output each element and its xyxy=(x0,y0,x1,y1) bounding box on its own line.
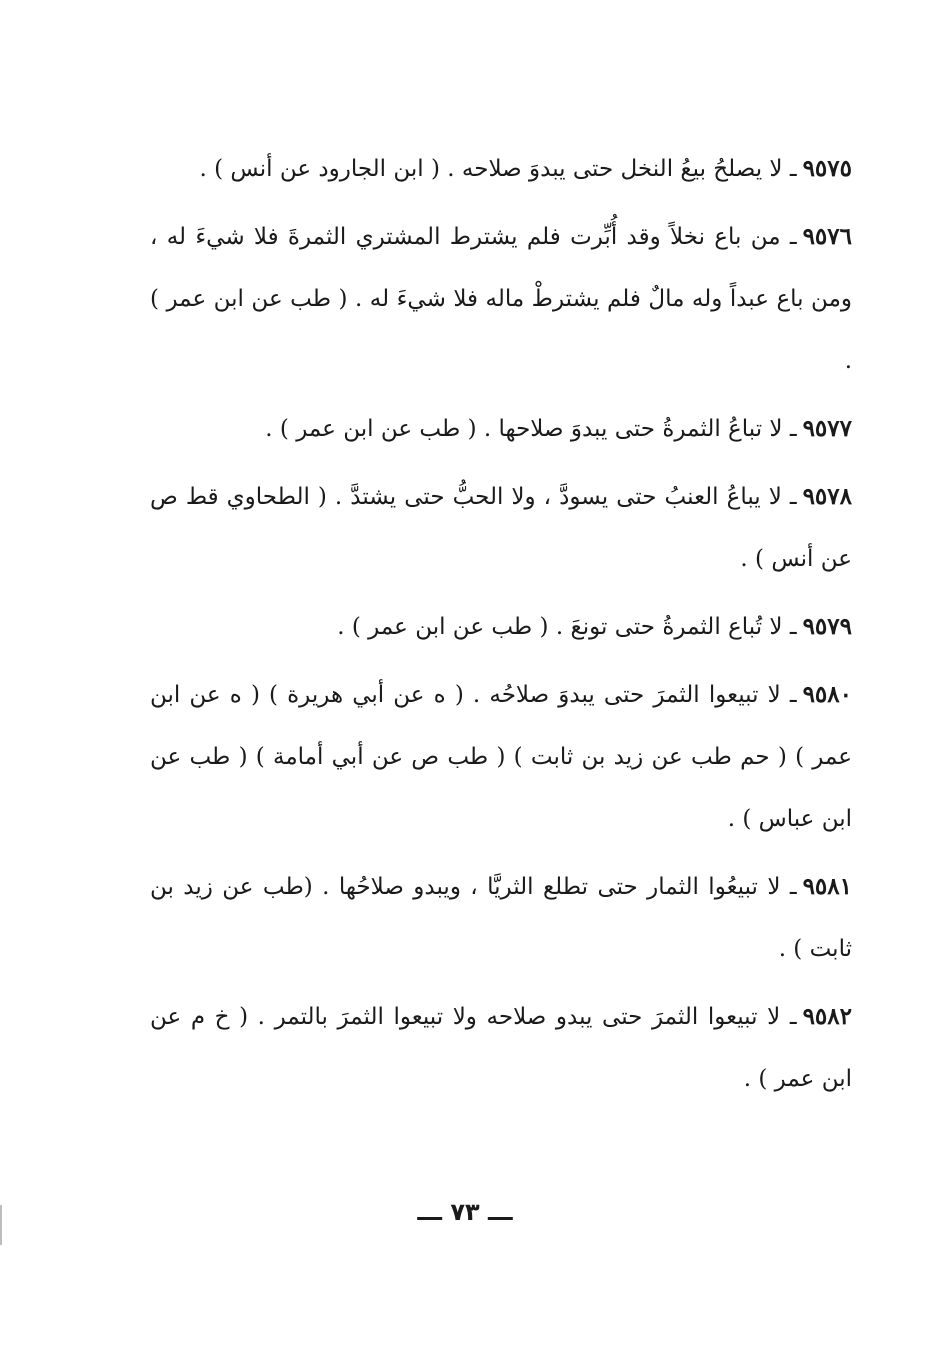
hadith-entry xyxy=(150,986,852,1110)
hadith-number: ٩٥٧٧ xyxy=(802,415,852,442)
hadith-text: ـ لا تبيعوا الثمرَ حتى يبدوَ صلاحُه . ( ه عن أبي هريرة ) ( ه عن ابن عمر ) ( حم طب عن زيد بن ثابت ) ( طب ص عن أبي أمامة ) ( طب عن ابن عباس ) . xyxy=(150,682,852,832)
hadith-number: ٩٥٨١ xyxy=(802,873,852,900)
hadith-entry xyxy=(150,206,852,392)
hadith-number: ٩٥٧٨ xyxy=(802,483,852,510)
hadith-text: ـ لا تباعُ الثمرةُ حتى يبدوَ صلاحها . ( طب عن ابن عمر ) . xyxy=(265,416,797,442)
hadith-text: ـ لا يباعُ العنبُ حتى يسودَّ ، ولا الحبُّ حتى يشتدَّ . ( الطحاوي قط ص عن أنس ) . xyxy=(150,484,852,572)
hadith-entry xyxy=(150,138,852,200)
hadith-number: ٩٥٧٥ xyxy=(802,155,852,182)
hadith-number: ٩٥٧٦ xyxy=(802,223,852,250)
hadith-text: ـ لا تبيعوا الثمرَ حتى يبدو صلاحه ولا تبيعوا الثمرَ بالتمر . ( خ م عن ابن عمر ) . xyxy=(150,1004,852,1092)
hadith-text: ـ من باع نخلاً وقد أُبِّرت فلم يشترط المشتري الثمرةَ فلا شيءَ له ، ومن باع عبداً وله مالٌ فلم يشترطْ ماله فلا شيءَ له . ( طب عن ابن عمر ) . xyxy=(150,224,852,374)
hadith-number: ٩٥٨٠ xyxy=(802,681,852,708)
hadith-text: ـ لا تبيعُوا الثمار حتى تطلع الثريَّا ، ويبدو صلاحُها . (طب عن زيد بن ثابت ) . xyxy=(150,874,852,962)
scan-edge-mark xyxy=(0,1205,2,1245)
hadith-entry xyxy=(150,856,852,980)
hadith-entry xyxy=(150,398,852,460)
hadith-list xyxy=(150,138,852,1116)
hadith-number: ٩٥٨٢ xyxy=(802,1003,852,1030)
hadith-text: ـ لا يصلحُ بيعُ النخل حتى يبدوَ صلاحه . ( ابن الجارود عن أنس ) . xyxy=(199,156,797,182)
hadith-number: ٩٥٧٩ xyxy=(802,613,852,640)
hadith-entry xyxy=(150,596,852,658)
hadith-text: ـ لا تُباع الثمرةُ حتى تونعَ . ( طب عن ابن عمر ) . xyxy=(337,614,797,640)
hadith-entry xyxy=(150,664,852,850)
hadith-entry xyxy=(150,466,852,590)
page-number: ـــ ٧٣ ـــ xyxy=(417,1198,513,1226)
